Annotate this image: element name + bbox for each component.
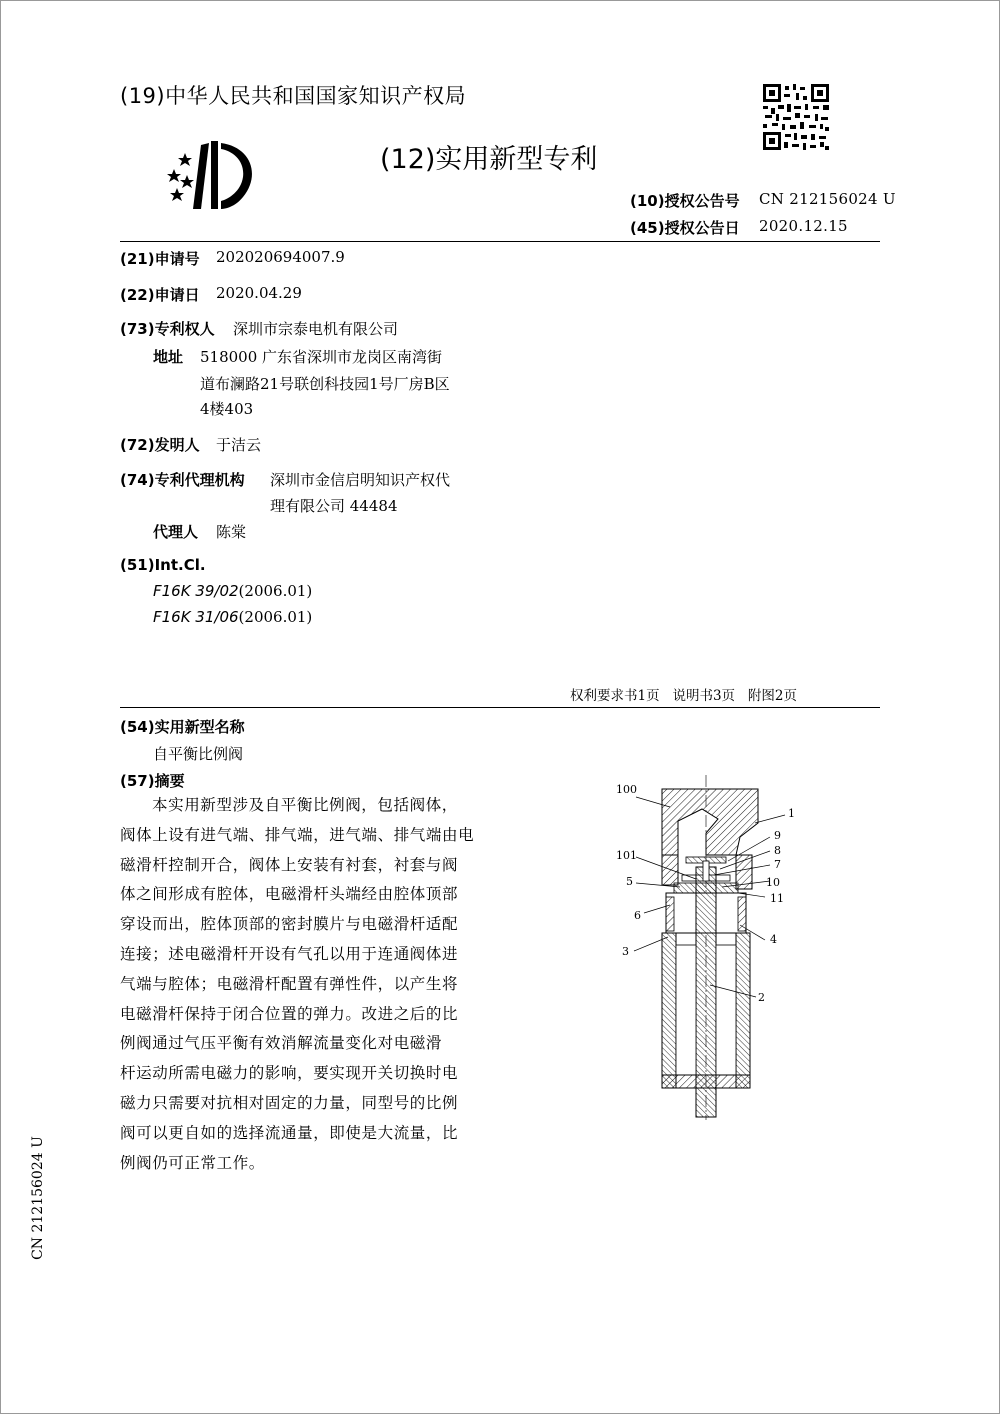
star-icon [167,153,194,201]
pages-info: 权利要求书1页 说明书3页 附图2页 [570,688,798,704]
app-no: 202020694007.9 [216,248,345,266]
abstract-line: 气端与腔体；电磁滑杆配置有弹性件，以产生将 [120,974,459,993]
app-date: 2020.04.29 [216,284,302,302]
figure-label: 100 [616,783,637,796]
intcl-code: F16K 39/02 [153,582,239,600]
address-line: 道布澜路21号联创科技园1号厂房B区 [200,375,450,393]
intcl-entry [153,582,312,600]
figure-label: 6 [634,909,641,922]
abstract-line: 体之间形成有腔体，电磁滑杆头端经由腔体顶部 [120,885,459,904]
figure-label: 8 [774,844,781,857]
pub-date-label: (45)授权公告日 [630,219,740,237]
name-label: (54)实用新型名称 [120,718,245,736]
intcl-ver: (2006.01) [238,608,313,626]
abstract-line: 磁力只需要对抗相对固定的力量，同型号的比例 [120,1093,459,1112]
address-line: 4楼403 [200,400,254,418]
abstract-line: 穿设而出，腔体顶部的密封膜片与电磁滑杆适配 [120,915,459,934]
pub-date: 2020.12.15 [759,217,848,235]
abstract-line: 本实用新型涉及自平衡比例阀，包括阀体， [152,796,458,814]
header-rule [120,241,880,242]
intcl-entry [153,608,312,626]
pub-no-label: (10)授权公告号 [630,192,740,210]
intcl-code: F16K 31/06 [153,608,239,626]
abstract-line: 阀体上设有进气端、排气端，进气端、排气端由电 [120,825,475,844]
figure-label: 4 [770,933,777,946]
intcl-ver: (2006.01) [238,582,313,600]
figure-label: 1 [788,807,795,820]
address-line: 518000 广东省深圳市龙岗区南湾街 [200,348,443,366]
agency-line: 理有限公司 44484 [270,497,398,515]
section-rule [120,707,880,708]
figure-label: 5 [626,875,633,888]
figure-label: 11 [770,892,784,905]
figure-label: 3 [622,945,629,958]
qr-code [763,84,829,150]
abstract-line: 例阀仍可正常工作。 [120,1153,265,1172]
inventor: 于洁云 [216,436,262,454]
abstract-label: (57)摘要 [120,772,185,790]
app-date-label: (22)申请日 [120,286,200,304]
cnipa-logo [163,135,263,215]
agency-line: 深圳市金信启明知识产权代 [270,471,451,489]
patentee-label: (73)专利权人 [120,320,215,338]
pub-no: CN 212156024 U [759,190,896,208]
abstract-line: 磁滑杆控制开合，阀体上安装有衬套，衬套与阀 [120,855,459,874]
figure-label: 10 [766,876,780,889]
figure-label: 7 [774,858,781,871]
inventor-label: (72)发明人 [120,436,200,454]
abstract-line: 电磁滑杆保持于闭合位置的弹力。改进之后的比 [120,1004,459,1023]
valve-figure [610,775,810,1125]
document-type: (12)实用新型专利 [380,144,598,175]
abstract-line: 连接；述电磁滑杆开设有气孔以用于连通阀体进 [120,944,459,963]
app-no-label: (21)申请号 [120,250,200,268]
agent: 陈棠 [216,523,247,541]
abstract-line: 例阀通过气压平衡有效消解流量变化对电磁滑 [120,1034,443,1053]
figure-label: 2 [758,991,765,1004]
logo-swoosh [211,141,252,209]
abstract-text [120,791,488,1178]
agency-label: (74)专利代理机构 [120,471,245,489]
utility-model-title: 自平衡比例阀 [153,745,244,763]
office-name: (19)中华人民共和国国家知识产权局 [120,84,467,108]
intcl-label: (51)Int.Cl. [120,556,206,574]
patentee: 深圳市宗泰电机有限公司 [233,320,399,338]
address-label: 地址 [153,348,184,366]
figure-label: 9 [774,829,781,842]
side-publication-number: CN 212156024 U [30,1136,46,1260]
agent-label: 代理人 [153,523,199,541]
abstract-line: 杆运动所需电磁力的影响，要实现开关切换时电 [120,1064,459,1083]
abstract-line: 阀可以更自如的选择流通量，即使是大流量，比 [120,1123,459,1142]
figure-label: 101 [616,849,637,862]
